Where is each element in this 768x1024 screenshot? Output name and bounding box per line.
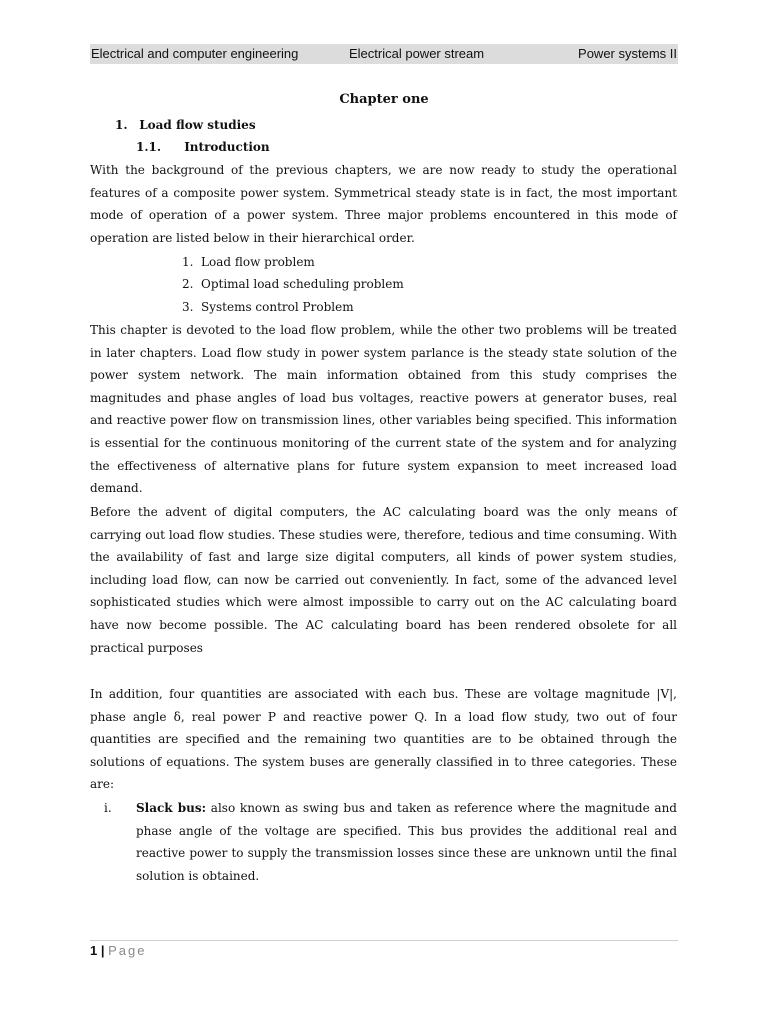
intro-paragraph: With the background of the previous chapters, we are now ready to study the operational features of a composite power system. Symmetrical steady state is in fact, the most important mode of operation of a power system. Three major problems encountered in this mode of operation are listed below in their hierarchical order. (90, 163, 677, 245)
load-flow-paragraph: This chapter is devoted to the load flow problem, while the other two problems will be treated in later chapters. Load flow study in power system parlance is the steady state solution of the power system network. The main information obtained from this study comprises the magnitudes and phase angles of load bus voltages, reactive powers at generator buses, real and reactive power flow on transmission lines, other variables being specified. This information is essential for the continuous monitoring of the current state of the system and for analyzing the effectiveness of alternative plans for future system expansion to meet increased load demand. (90, 323, 677, 496)
list-item (182, 251, 315, 274)
chapter-title: Chapter one (339, 92, 429, 107)
bus-quantities-paragraph: In addition, four quantities are associated with each bus. These are voltage magnitude |V|, phase angle δ, real power P and reactive power Q. In a load flow study, two out of four quantities are specified and the remaining two quantities are to be obtained through the solutions of equations. The system buses are generally classified in to three categories. These are: (90, 687, 677, 792)
history-paragraph: Before the advent of digital computers, the AC calculating board was the only means of carrying out load flow studies. These studies were, therefore, tedious and time consuming. With the availability of fast and large size digital computers, all kinds of power system studies, including load flow, can now be carried out conveniently. In fact, some of the advanced level sophisticated studies which were almost impossible to carry out on the AC calculating board have now become possible. The AC calculating board has been rendered obsolete for all practical purposes (90, 505, 677, 655)
list-number: 2. (182, 277, 194, 291)
list-text: Load flow problem (201, 255, 315, 269)
header-stream: Electrical power stream (349, 46, 485, 61)
section-heading (115, 118, 256, 132)
list-number: 3. (182, 300, 194, 314)
subsection-title: Introduction (184, 140, 270, 154)
page-number: 1 (90, 943, 98, 958)
header-course: Power systems II (578, 46, 677, 61)
section-number: 1. (115, 118, 128, 132)
page-label: Page (108, 943, 147, 958)
page-footer (90, 943, 147, 958)
slack-bus-paragraph (136, 797, 677, 887)
list-item (182, 296, 354, 319)
slack-bus-text: also known as swing bus and taken as reference where the magnitude and phase angle of the voltage are specified. This bus provides the additional real and reactive power to supply the transmission losses since these are unknown until the final solution is obtained. (136, 801, 677, 883)
footer-separator: | (100, 943, 105, 958)
list-text: Optimal load scheduling problem (201, 277, 404, 291)
footer-divider (90, 940, 678, 941)
list-number: 1. (182, 255, 194, 269)
page-header (90, 44, 678, 64)
header-department: Electrical and computer engineering (91, 46, 299, 61)
list-text: Systems control Problem (201, 300, 354, 314)
slack-bus-term: Slack bus: (136, 801, 207, 815)
subsection-number: 1.1. (136, 140, 162, 154)
roman-numeral: i. (104, 801, 112, 815)
section-title: Load flow studies (139, 118, 256, 132)
list-item (182, 273, 404, 296)
subsection-heading (136, 140, 270, 154)
